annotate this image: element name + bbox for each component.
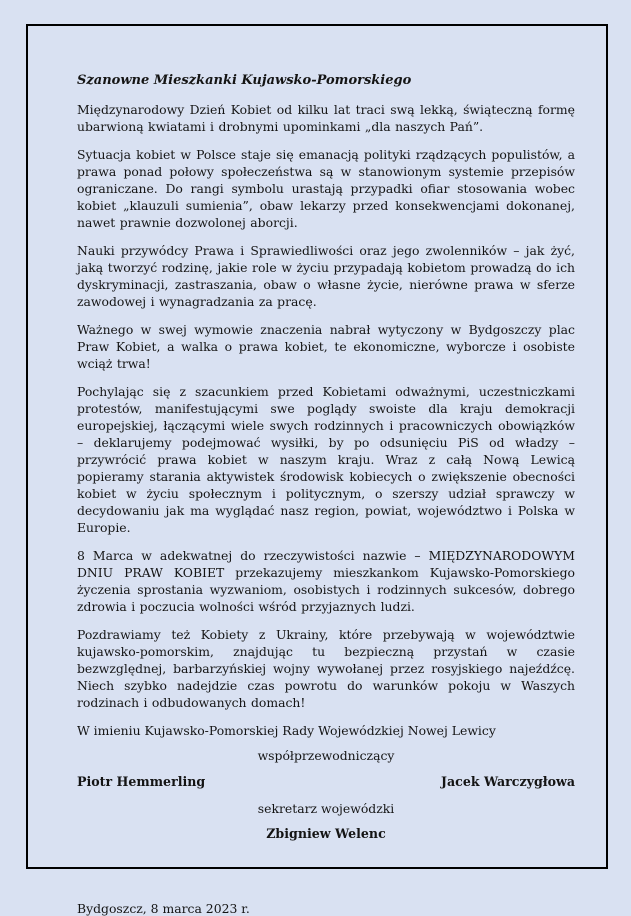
signature-secretary-name: Zbigniew Welenc [266, 826, 386, 841]
paragraph-bydgoszcz-square: Ważnego w swej wymowie znaczenia nabrał wytyczony w Bydgoszczy plac Praw Kobiet, a walka o prawa kobiet, te ekonomiczne, wyborcze i osobiste wciąż trwa! [77, 322, 575, 371]
paragraph-wishes: 8 Marca w adekwatnej do rzeczywistości nazwie – MIĘDZYNARODOWYM DNIU PRAW KOBIET przekazujemy mieszkankom Kujawsko-Pomorskiego życzenia sprostania wyzwaniom, osobistych i rodzinnych sukcesów, dobrego zdrowia i poczucia wolności wśród przyjaznych ludzi. [77, 548, 575, 614]
paragraph-declaration: Pochylając się z szacunkiem przed Kobietami odważnymi, uczestniczkami protestów, manifestującymi swe poglądy swoiste dla kraju demokracji europejskiej, łączącymi wiele swych rodzinnych i pracowniczych obowiązków – deklarujemy podejmować wysiłki, by po odsunięciu PiS od władzy – przywrócić prawa kobiet w naszym kraju. Wraz z całą Nową Lewicą popieramy starania aktywistek środowisk kobiecych o zwiększenie obecności kobiet w życiu społecznym i politycznym, o szerszy udział sprawczy w decydowaniu jak ma wyglądać nasz region, powiat, województwo i Polska w Europie. [77, 384, 575, 535]
signature-on-behalf: W imieniu Kujawsko-Pomorskiej Rady Wojewódzkiej Nowej Lewicy [77, 723, 496, 738]
signer-left-name: Piotr Hemmerling [77, 774, 206, 789]
salutation: Szanowne Mieszkanki Kujawsko-Pomorskiego [77, 73, 412, 88]
signer-right-name: Jacek Warczygłowa [441, 774, 575, 789]
paragraph-pis-teachings: Nauki przywódcy Prawa i Sprawiedliwości oraz jego zwolenników – jak żyć, jaką tworzyć rodzinę, jakie role w życiu przypadają kobietom prowadzą do ich dyskryminacji, zastraszania, obaw o własne życie, nierówne prawa w sferze zawodowej i wynagradzania za pracę. [77, 243, 575, 309]
paragraph-ukraine-greetings: Pozdrawiamy też Kobiety z Ukrainy, które przebywają w województwie kujawsko-pomorskim, znajdując tu bezpieczną przystań w czasie bezwzględnej, barbarzyńskiej wojny wywołanej przez rosyjskiego najeźdźcę. Niech szybko nadejdzie czas powrotu do warunków pokoju w Waszych rodzinach i odbudowanych domach! [77, 627, 575, 710]
signature-secretary-title: sekretarz wojewódzki [257, 801, 395, 816]
letter-sheet [26, 24, 608, 916]
paragraph-situation-of-women: Sytuacja kobiet w Polsce staje się emanacją polityki rządzących populistów, a prawa ponad połowy społeczeństwa są w stanowionym systemie przepisów ograniczane. Do rangi symbolu urastają przypadki ofiar stosowania wobec kobiet „klauzuli sumienia”, obaw lekarzy przed konsekwencjami dokonanej, nawet prawnie dozwolonej aborcji. [77, 147, 575, 230]
dateline: Bydgoszcz, 8 marca 2023 r. [77, 901, 250, 916]
signature-names-row [77, 773, 575, 790]
paragraph-womens-day-intro: Międzynarodowy Dzień Kobiet od kilku lat traci swą lekką, świąteczną formę ubarwioną kwiatami i drobnymi upominkami „dla naszych Pań”. [77, 102, 575, 134]
signature-co-chair-title: współprzewodniczący [257, 748, 395, 763]
